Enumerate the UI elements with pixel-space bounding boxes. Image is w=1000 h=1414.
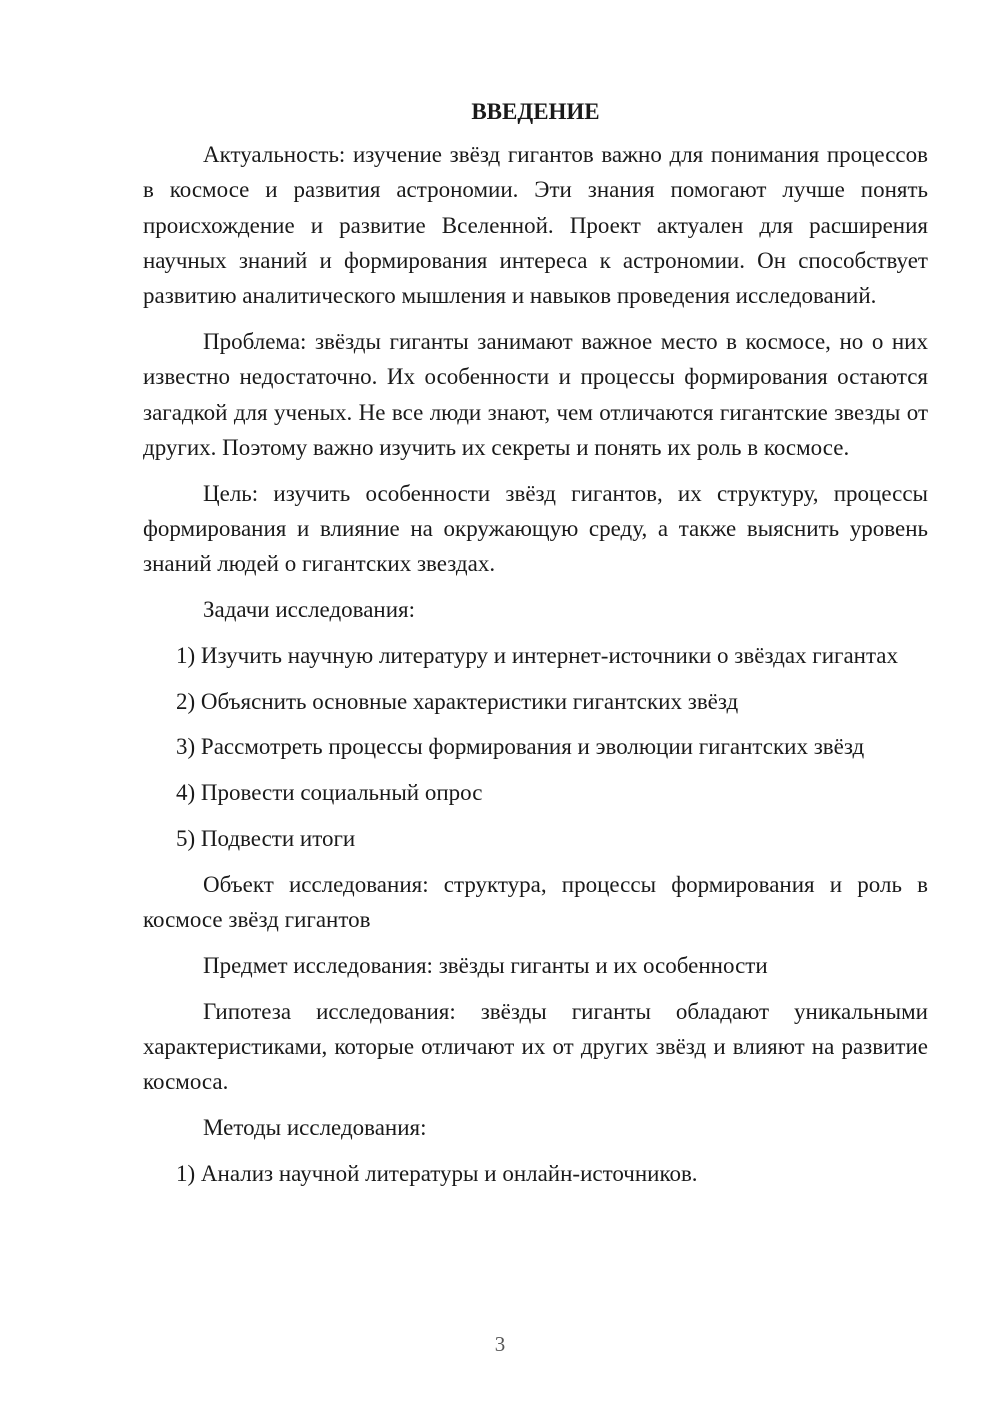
task-item: 2) Объяснить основные характеристики гигантских звёзд [176,688,739,714]
task-item: 3) Рассмотреть процессы формирования и эволюции гигантских звёзд [176,734,865,760]
methods-title: Методы исследования: [203,1115,427,1141]
relevance-paragraph: Актуальность: изучение звёзд гигантов важно для понимания процессов в космосе и развития астрономии. Эти знания помогают лучше понять происхождение и развитие Вселенной. Проект актуален для расширения научных знаний и формирования интереса к астрономии. Он способствует развитию аналитического мышления и навыков проведения исследований. [143,142,928,309]
subject-paragraph: Предмет исследования: звёзды гиганты и их особенности [203,952,768,978]
hypothesis-paragraph: Гипотеза исследования: звёзды гиганты обладают уникальными характеристиками, которые отличают их от других звёзд и влияют на развитие космоса. [143,998,928,1095]
task-item: 5) Подвести итоги [176,826,356,852]
tasks-title: Задачи исследования: [203,597,416,623]
problem-paragraph: Проблема: звёзды гиганты занимают важное место в космосе, но о них известно недостаточно. Их особенности и процессы формирования остаются загадкой для ученых. Не все люди знают, чем отличаются гигантские звезды от других. Поэтому важно изучить их секреты и понять их роль в космосе. [143,328,928,460]
task-item: 4) Провести социальный опрос [176,780,483,806]
task-item: 1) Изучить научную литературу и интернет-источники о звёздах гигантах [176,642,899,668]
object-paragraph: Объект исследования: структура, процессы формирования и роль в космосе звёзд гигантов [143,871,928,933]
page-number: 3 [494,1332,506,1356]
goal-paragraph: Цель: изучить особенности звёзд гигантов, их структуру, процессы формирования и влияние на окружающую среду, а также выяснить уровень знаний людей о гигантских звездах. [143,480,928,577]
method-item: 1) Анализ научной литературы и онлайн-источников. [176,1160,698,1186]
page-content [143,94,928,1202]
page-title: ВВЕДЕНИЕ [471,99,600,124]
